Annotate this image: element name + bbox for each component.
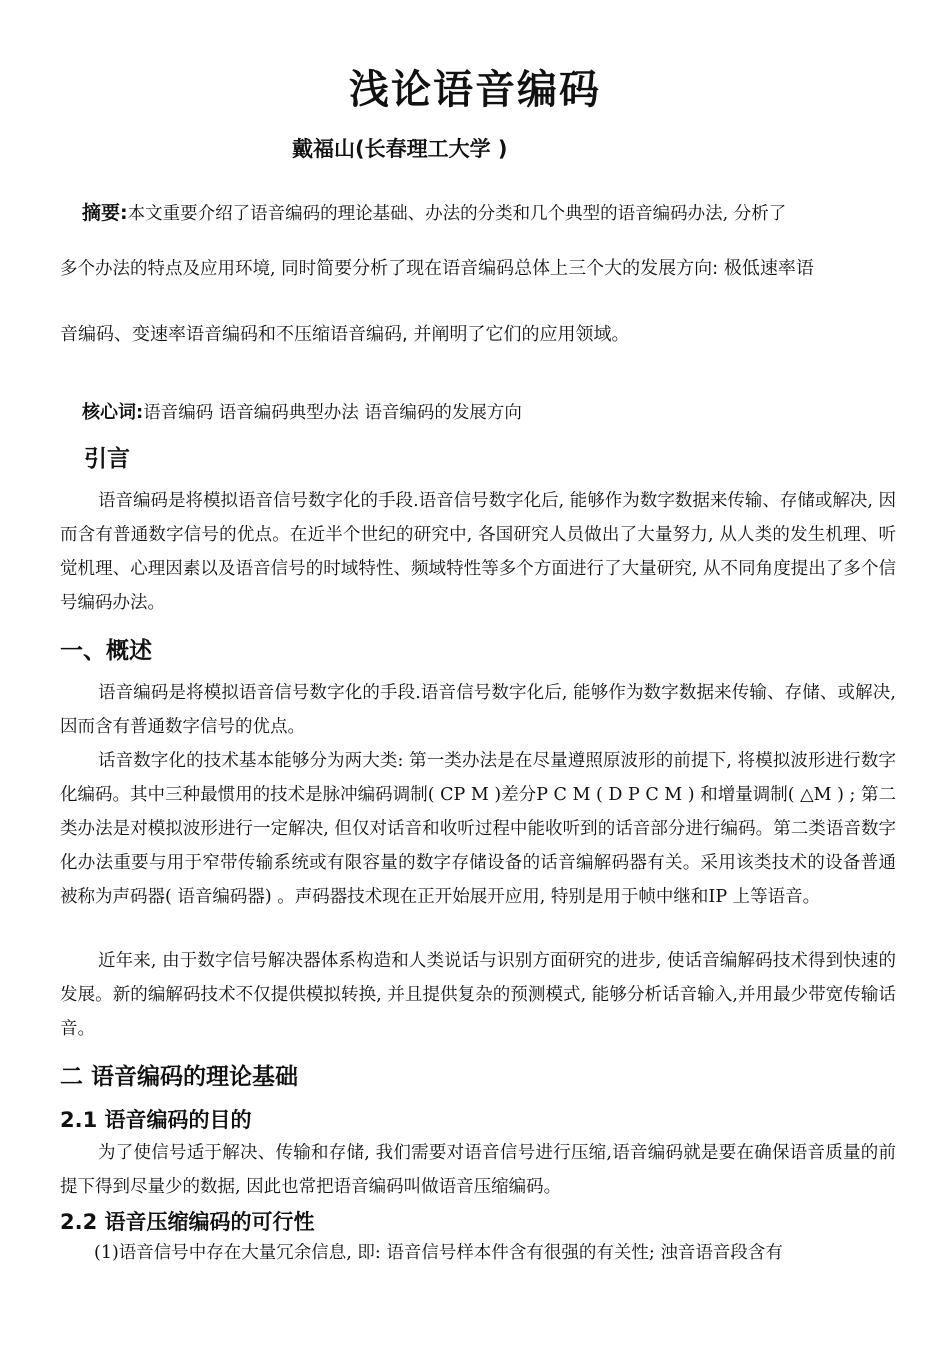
section-2-1-paragraph: 为了使信号适于解决、传输和存储, 我们需要对语音信号进行压缩,语音编码就是要在确保语音质量的前提下得到尽量少的数据, 因此也常把语音编码叫做语音压缩编码。 [60, 1143, 896, 1197]
abstract-line-2 [60, 254, 814, 280]
keywords-label: 核心词: [82, 402, 144, 423]
abstract-label: 摘要: [82, 202, 128, 224]
keywords-line [82, 398, 522, 424]
keywords-text: 语音编码 语音编码典型办法 语音编码的发展方向 [143, 403, 522, 423]
section-2-heading: 二 语音编码的理论基础 [60, 1064, 299, 1090]
abstract-line-3: 音编码、变速率语音编码和不压缩语音编码, 并阐明了它们的应用领域。 [60, 324, 630, 345]
intro-heading: 引言 [84, 446, 130, 472]
section-1-paragraph-1: 语音编码是将模拟语音信号数字化的手段.语音信号数字化后, 能够作为数字数据来传输、存储、或解决, 因而含有普通数字信号的优点。 [60, 683, 896, 737]
section-2-1-heading: 2.1 语音编码的目的 [60, 1108, 252, 1132]
author-line: 戴福山(长春理工大学 ) [292, 137, 508, 161]
section-1-paragraph-3: 近年来, 由于数字信号解决器体系构造和人类说话与识别方面研究的进步, 使话音编解码技术得到快速的发展。新的编解码技术不仅提供模拟转换, 并且提供复杂的预测模式, 能够分析话音输入,并用最少带宽传输话音。 [60, 951, 896, 1039]
abstract-line-1 [82, 198, 786, 225]
section-1-heading: 一、概述 [60, 638, 152, 664]
section-2-2-heading: 2.2 语音压缩编码的可行性 [60, 1210, 315, 1234]
section-1-paragraph-2: 话音数字化的技术基本能够分为两大类: 第一类办法是在尽量遵照原波形的前提下, 将模拟波形进行数字化编码。其中三种最惯用的技术是脉冲编码调制( CP M )差分P C M ( D P C M ) 和增量调制( △M ) ; 第二类办法是对模拟波形进行一定解决, 但仅对话音和收听过程中能收听到的话音部分进行编码。第二类语音数字化办法重要与用于窄带传输系统或有限容量的数字存储设备的话音编解码器有关。采用该类技术的设备普通被称为声码器( 语音编码器) 。声码器技术现在正开始展开应用, 特别是用于帧中继和IP 上等语音。 [60, 751, 896, 907]
abstract-text-1: 本文重要介绍了语音编码的理论基础、办法的分类和几个典型的语音编码办法, 分析了 [127, 204, 787, 224]
abstract-text-2a: 多个办法的特点及应用环境, 同时 [60, 259, 317, 279]
document-title: 浅论语音编码 [349, 67, 601, 113]
intro-paragraph: 语音编码是将模拟语音信号数字化的手段.语音信号数字化后, 能够作为数字数据来传输、存储或解决, 因而含有普通数字信号的优点。在近半个世纪的研究中, 各国研究人员做出了大量努力, 从人类的发生机理、听觉机理、心理因素以及语音信号的时域特性、频域特性等多个方面进行了大量研究, 从不同角度提出了多个信号编码办法。 [60, 491, 896, 613]
section-2-2-paragraph: (1)语音信号中存在大量冗余信息, 即: 语音信号样本件含有很强的有关性; 浊音语音段含有 [94, 1243, 783, 1263]
abstract-text-2b: 简要分析了现在语音编码总体上三个大的发展方向: 极低速率语 [316, 258, 814, 279]
